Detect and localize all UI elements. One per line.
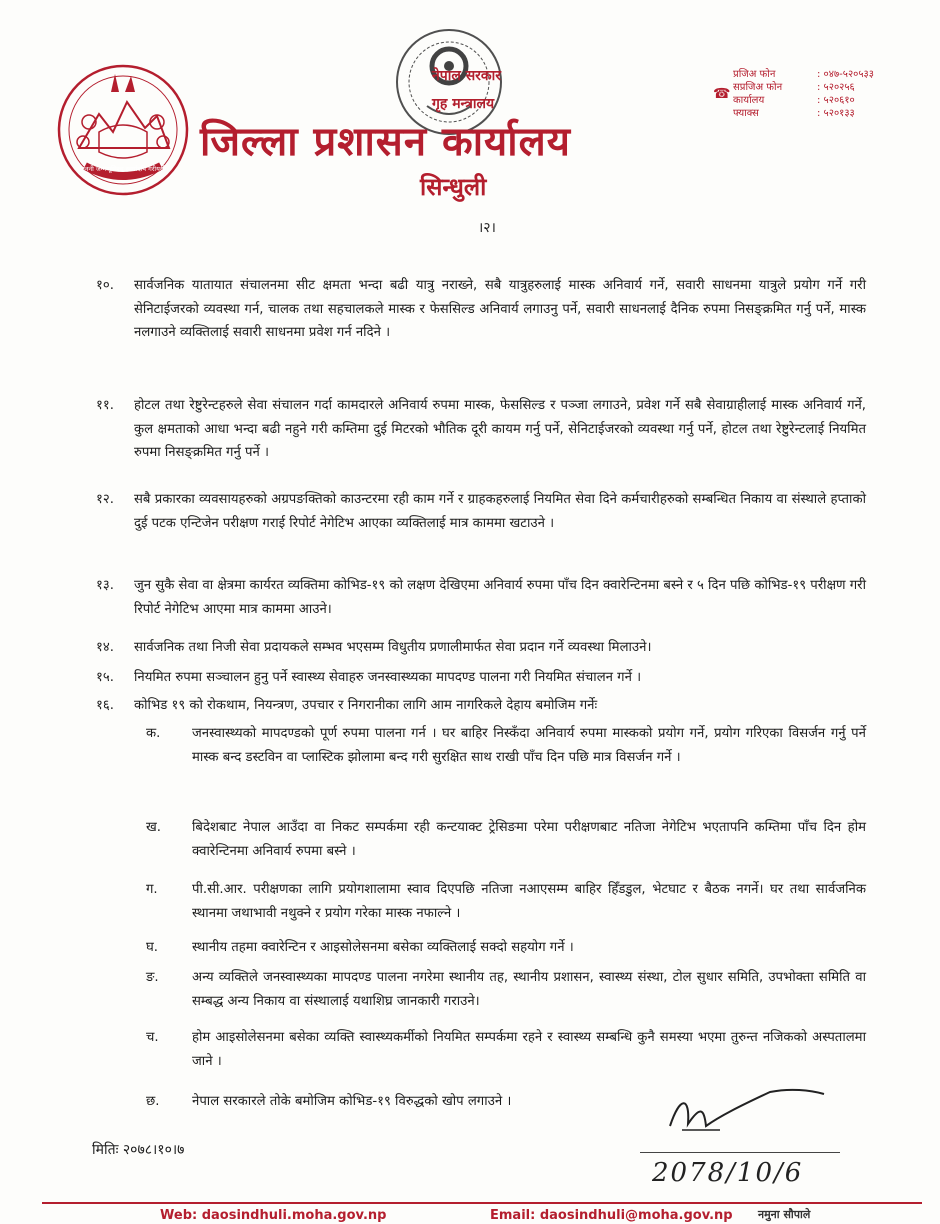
sub-item-text: अन्य व्यक्तिले जनस्वास्थ्यका मापदण्ड पालना नगरेमा स्थानीय तह, स्थानीय प्रशासन, स्वास्थ्य संस्था, टोल सुधार समिति, उपभोक्ता समिति वा सम्बद्ध अन्य निकाय वा संस्थालाई यथाशिघ्र जानकारी गराउने। — [192, 970, 866, 1009]
contact-row — [733, 107, 913, 120]
sub-item-letter: छ. — [146, 1094, 160, 1109]
list-item — [96, 636, 866, 660]
contact-value: : ५२०२५६ — [817, 82, 855, 93]
item-number: १२. — [96, 492, 114, 507]
list-item — [96, 666, 866, 690]
contact-row — [733, 68, 913, 81]
sub-item-letter: च. — [146, 1030, 159, 1045]
ministry-name: गृह मन्त्रालय — [432, 96, 495, 112]
item-text: सार्वजनिक यातायात संचालनमा सीट क्षमता भन्दा बढी यात्रु नराख्ने, सबै यात्रुहरुलाई मास्क अनिवार्य गर्ने, सवारी साधनमा यात्रुले प्रयोग गर्ने गरी सेनिटाईजरको व्यवस्था गर्न, चालक तथा सहचालकले मास्क र फेससिल्ड अनिवार्य लगाउनु पर्ने, सवारी साधनलाई दैनिक रुपमा निसङ्क्रमित गर्नु पर्ने, मास्क नलगाउने व्यक्तिलाई सवारी साधनमा प्रवेश गर्न नदिने । — [134, 278, 866, 340]
contact-label: फ्याक्स — [733, 108, 759, 119]
footer-website: Web: daosindhuli.moha.gov.np — [160, 1208, 387, 1223]
item-text: सबै प्रकारका व्यवसायहरुको अग्रपङक्तिको काउन्टरमा रही काम गर्ने र ग्राहकहरुलाई नियमित सेवा दिने कर्मचारीहरुको सम्बन्धित निकाय वा संस्थाले हप्ताको दुई पटक एन्टिजेन परीक्षण गराई रिपोर्ट नेगेटिभ आएका व्यक्तिलाई मात्र काममा खटाउने । — [134, 492, 866, 531]
item-number: १६. — [96, 698, 114, 713]
contact-label: कार्यालय — [733, 95, 765, 106]
footer-rule — [42, 1202, 922, 1204]
sub-item-text: स्थानीय तहमा क्वारेन्टिन र आइसोलेसनमा बसेका व्यक्तिलाई सक्दो सहयोग गर्ने । — [192, 940, 574, 955]
contact-value: : ०४७-५२०५३३ — [817, 69, 874, 80]
list-item — [96, 274, 866, 345]
item-number: १०. — [96, 278, 114, 293]
item-text: नियमित रुपमा सञ्चालन हुनु पर्ने स्वास्थ्य सेवाहरु जनस्वास्थ्यका मापदण्ड पालना गरी नियमित संचालन गर्ने । — [134, 670, 642, 685]
district-name: सिन्धुली — [420, 173, 487, 201]
sub-item-letter: ख. — [146, 820, 161, 835]
sub-list-item — [146, 936, 866, 960]
sub-item-letter: क. — [146, 726, 161, 741]
contact-value: : ५२०६१० — [817, 95, 855, 106]
list-item — [96, 574, 866, 621]
sub-list-item — [146, 816, 866, 863]
telephone-icon: ☎ — [713, 86, 731, 102]
sub-item-letter: घ. — [146, 940, 158, 955]
government-name: नेपाल सरकार — [432, 68, 502, 84]
list-item — [96, 394, 866, 465]
item-number: १४. — [96, 640, 114, 655]
list-item — [96, 488, 866, 535]
nepal-emblem-icon — [55, 62, 191, 198]
handwritten-date: 2078/10/6 — [652, 1158, 804, 1188]
footer-slogan: नमुना सौपाले — [758, 1208, 811, 1221]
sub-item-text: नेपाल सरकारले तोके बमोजिम कोभिड-१९ विरुद्धको खोप लगाउने । — [192, 1094, 512, 1109]
sub-item-text: होम आइसोलेसनमा बसेका व्यक्ति स्वास्थ्यकर्मीको नियमित सम्पर्कमा रहने र स्वास्थ्य सम्बन्धि कुनै समस्या भएमा तुरुन्त नजिकको अस्पतालमा जाने । — [192, 1030, 866, 1069]
sub-list-item — [146, 878, 866, 925]
sub-item-text: जनस्वास्थ्यको मापदण्डको पूर्ण रुपमा पालना गर्न । घर बाहिर निस्कँदा अनिवार्य रुपमा मास्कको प्रयोग गर्ने, प्रयोग गरिएका विसर्जन गर्नु पर्ने मास्क बन्द डस्टविन वा प्लास्टिक झोलामा बन्द गरी सुरक्षित साथ राखी पाँच दिन पछि मात्र विसर्जन गर्ने । — [192, 726, 866, 765]
item-text: सार्वजनिक तथा निजी सेवा प्रदायकले सम्भव भएसम्म विधुतीय प्रणालीमार्फत सेवा प्रदान गर्ने व्यवस्था मिलाउने। — [134, 640, 652, 655]
sub-list-item — [146, 1026, 866, 1073]
item-text: कोभिड १९ को रोकथाम, नियन्त्रण, उपचार र निगरानीका लागि आम नागरिकले देहाय बमोजिम गर्नेः — [134, 698, 598, 713]
sub-item-text: पी.सी.आर. परीक्षणका लागि प्रयोगशालामा स्वाव दिएपछि नतिजा नआएसम्म बाहिर हिँडडुल, भेटघाट र बैठक नगर्ने। घर तथा सार्वजनिक स्थानमा जथाभावी नथुक्ने र प्रयोग गरेका मास्क नफाल्ने । — [192, 882, 866, 921]
item-text: जुन सुकै सेवा वा क्षेत्रमा कार्यरत व्यक्तिमा कोभिड-१९ को लक्षण देखिएमा अनिवार्य रुपमा पाँच दिन क्वारेन्टिनमा बस्ने र ५ दिन पछि कोभिड-१९ परीक्षण गरी रिपोर्ट नेगेटिभ आएमा मात्र काममा आउने। — [134, 578, 866, 617]
item-text: होटल तथा रेष्टुरेन्टहरुले सेवा संचालन गर्दा कामदारले अनिवार्य रुपमा मास्क, फेससिल्ड र पञ्जा लगाउने, प्रवेश गर्ने सबै सेवाग्राहीलाई मास्क अनिवार्य गर्ने, कुल क्षमताको आधा भन्दा बढी नहुने गरी कम्तिमा दुई मिटरको भौतिक दूरी कायम गर्नु पर्ने, सेनिटाईजरको व्यवस्था गर्नु पर्ने, होटल तथा रेष्टुरेन्टलाई नियमित रुपमा निसङ्क्रमित गर्नु पर्ने । — [134, 398, 866, 460]
contact-value: : ५२०१३३ — [817, 108, 855, 119]
item-number: ११. — [96, 398, 114, 413]
emblem-motto: जननी जन्मभूमिश्च स्वर्गादपि गरीयसी — [80, 165, 166, 173]
item-number: १३. — [96, 578, 114, 593]
list-item — [96, 694, 866, 718]
sub-item-letter: ङ. — [146, 970, 159, 985]
office-title: जिल्ला प्रशासन कार्यालय — [200, 119, 571, 165]
sub-list-item — [146, 722, 866, 769]
contact-row — [733, 81, 913, 94]
contact-label: प्रजिअ फोन — [733, 69, 776, 80]
contact-label: सप्रजिअ फोन — [733, 82, 783, 93]
contact-row — [733, 94, 913, 107]
page-number: ।२। — [478, 220, 496, 236]
signature-line — [640, 1152, 840, 1153]
footer-email: Email: daosindhuli@moha.gov.np — [490, 1208, 733, 1223]
sub-item-letter: ग. — [146, 882, 158, 897]
issue-date: मितिः २०७८।१०।७ — [92, 1142, 185, 1158]
contact-block — [713, 68, 913, 120]
item-number: १५. — [96, 670, 114, 685]
sub-list-item — [146, 966, 866, 1013]
signature-icon — [660, 1086, 830, 1140]
sub-item-text: बिदेशबाट नेपाल आउँदा वा निकट सम्पर्कमा रही कन्टयाक्ट ट्रेसिङमा परेमा परीक्षणबाट नतिजा नेगेटिभ भएतापनि कम्तिमा पाँच दिन होम क्वारेन्टिनमा अनिवार्य रुपमा बस्ने । — [192, 820, 866, 859]
